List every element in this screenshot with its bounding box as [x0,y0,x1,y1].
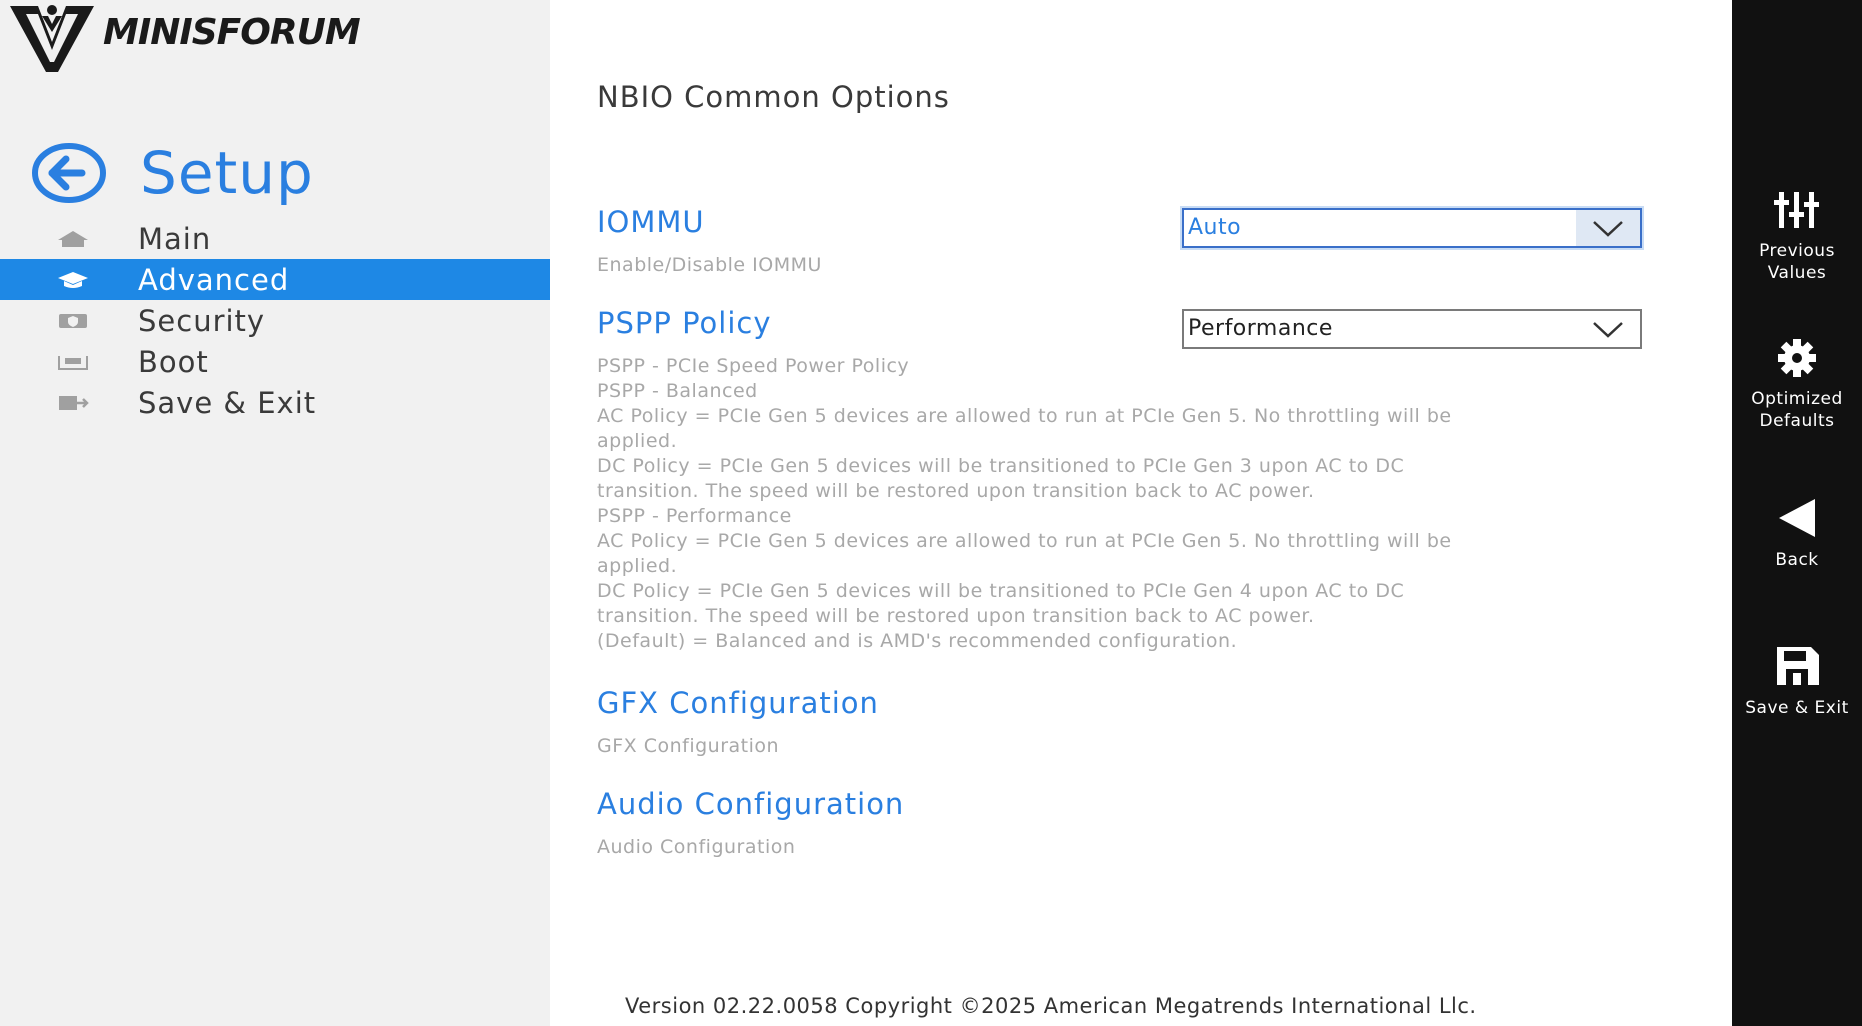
audio-configuration-link[interactable]: Audio Configuration [597,787,905,821]
gear-icon [1771,338,1823,378]
main-panel [550,0,1732,1026]
label-line: Previous [1759,241,1835,261]
gfx-configuration-link[interactable]: GFX Configuration [597,686,879,720]
help-line: PSPP - PCIe Speed Power Policy [597,355,910,377]
save-exit-button[interactable] [1732,645,1862,719]
back-button[interactable] [1732,497,1862,571]
sidebar-item-label: Advanced [138,263,290,297]
brand-logo [8,2,408,74]
label-line: Optimized [1751,389,1843,409]
advanced-icon [56,271,90,289]
sidebar-item-label: Main [138,222,212,256]
save-disk-icon [1771,645,1823,687]
setup-back-button[interactable] [30,138,314,208]
help-line: PSPP - Performance [597,505,792,527]
home-icon [56,230,90,248]
pspp-policy-dropdown[interactable] [1182,309,1642,349]
help-line: AC Policy = PCIe Gen 5 devices are allowed to run at PCIe Gen 5. No throttling will be [597,530,1452,552]
help-line: PSPP - Balanced [597,380,758,402]
label-line: Values [1767,263,1827,283]
sidebar-item-label: Save & Exit [138,386,317,420]
previous-values-label [1732,240,1862,284]
sidebar-item-security[interactable] [0,300,550,341]
label-line: Defaults [1759,411,1835,431]
sidebar-nav [0,218,550,423]
pspp-policy-setting-label[interactable]: PSPP Policy [597,306,772,340]
right-toolbar [1732,0,1862,1026]
sliders-icon [1771,190,1823,230]
sidebar-item-advanced[interactable] [0,259,550,300]
save-exit-label: Save & Exit [1745,698,1849,718]
logo-text: MINISFORUM [103,12,360,53]
help-line: (Default) = Balanced and is AMD's recommended configuration. [597,630,1238,652]
pspp-policy-dropdown-value: Performance [1188,316,1333,341]
back-label: Back [1775,550,1819,570]
sidebar-item-save-exit[interactable] [0,382,550,423]
pspp-policy-help-text [597,354,1452,654]
help-line: transition. The speed will be restored upon transition back to AC power. [597,605,1315,627]
sidebar-item-boot[interactable] [0,341,550,382]
chevron-down-icon [1576,311,1640,347]
sidebar-item-label: Boot [138,345,209,379]
help-line: applied. [597,555,678,577]
iommu-dropdown-value: Auto [1188,215,1242,240]
sidebar-item-main[interactable] [0,218,550,259]
sidebar-item-label: Security [138,304,266,338]
version-footer: Version 02.22.0058 Copyright ©2025 American Megatrends International Llc. [625,994,1477,1018]
previous-values-button[interactable] [1732,190,1862,284]
iommu-help-text [597,253,822,278]
back-triangle-icon [1771,497,1823,539]
shield-icon [56,312,90,330]
exit-icon [56,394,90,412]
minisforum-logo-icon [8,2,98,74]
audio-configuration-help: Audio Configuration [597,836,796,858]
optimized-defaults-label [1732,388,1862,432]
iommu-dropdown[interactable] [1182,208,1642,248]
back-arrow-circle-icon [30,142,108,204]
help-line: transition. The speed will be restored upon transition back to AC power. [597,480,1315,502]
help-line: applied. [597,430,678,452]
help-line: AC Policy = PCIe Gen 5 devices are allowed to run at PCIe Gen 5. No throttling will be [597,405,1452,427]
boot-icon [56,353,90,371]
iommu-setting-label[interactable]: IOMMU [597,205,705,239]
page-title: NBIO Common Options [597,80,950,114]
help-line: Enable/Disable IOMMU [597,254,822,276]
chevron-down-icon [1576,210,1640,246]
optimized-defaults-button[interactable] [1732,338,1862,432]
help-line: DC Policy = PCIe Gen 5 devices will be transitioned to PCIe Gen 3 upon AC to DC [597,455,1405,477]
setup-title: Setup [140,139,314,207]
sidebar [0,0,550,1026]
gfx-configuration-help: GFX Configuration [597,735,780,757]
help-line: DC Policy = PCIe Gen 5 devices will be transitioned to PCIe Gen 4 upon AC to DC [597,580,1405,602]
